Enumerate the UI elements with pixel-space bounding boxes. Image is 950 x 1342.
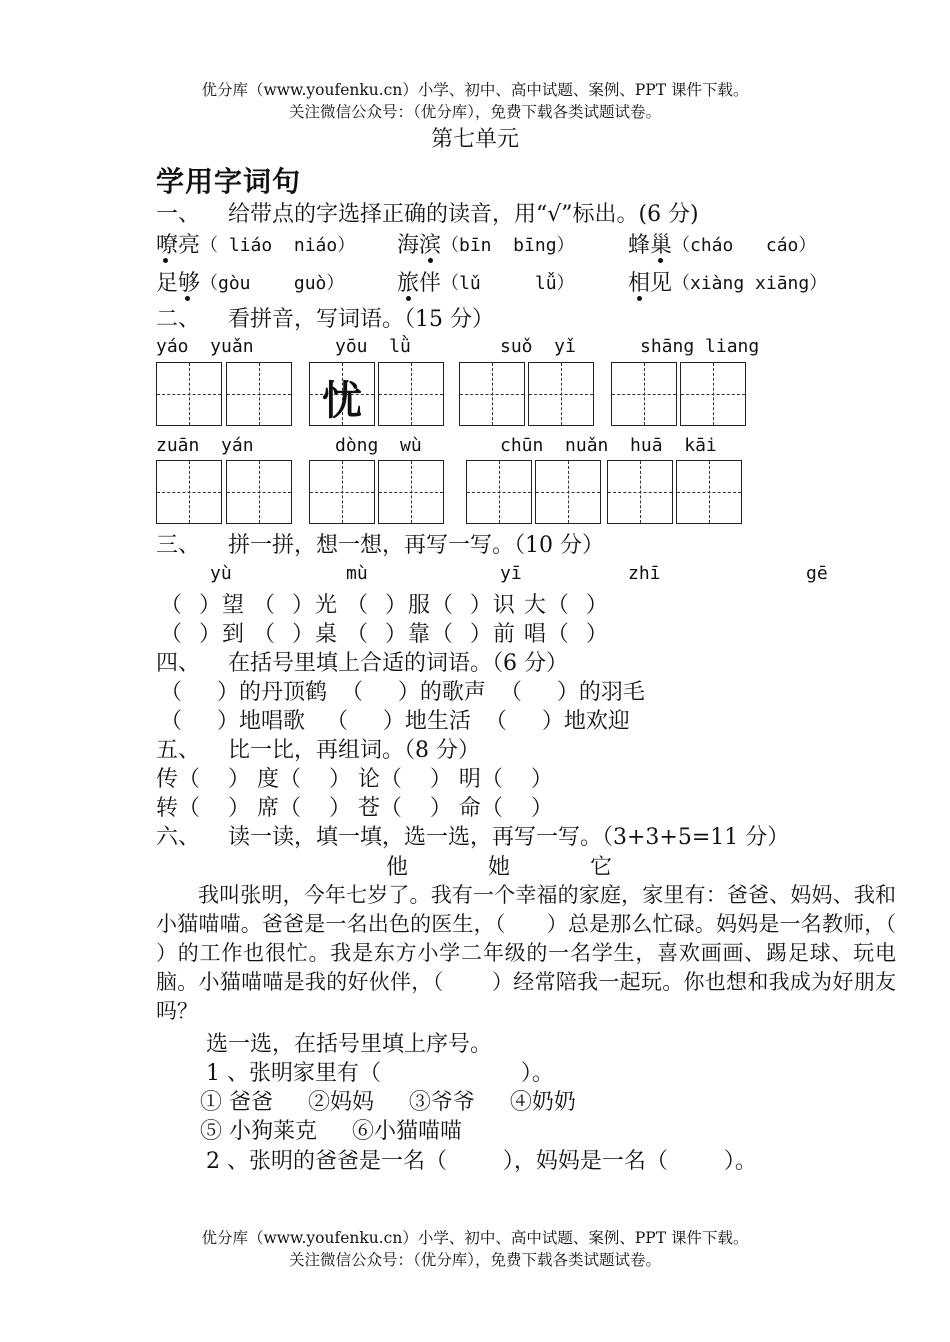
- q5-line-1[interactable]: 传（ ） 度（ ） 论（ ） 明（ ）: [156, 767, 553, 792]
- q5-line-2[interactable]: 转（ ） 席（ ） 苍（ ） 命（ ）: [156, 796, 553, 821]
- emphasis-dot: [428, 258, 433, 263]
- q6-sub-heading: 选一选，在括号里填上序号。: [206, 1032, 493, 1057]
- q6-options-row-1: ① 爸爸 ②妈妈 ③爷爷 ④奶奶: [200, 1090, 576, 1115]
- writing-box-filled[interactable]: [309, 362, 375, 426]
- emphasis-dot: [658, 258, 663, 263]
- writing-box[interactable]: [466, 460, 532, 524]
- writing-box[interactable]: [226, 460, 292, 524]
- emphasis-dot: [406, 296, 411, 301]
- footer-line-2: 关注微信公众号：（优分库），免费下载各类试题试卷。: [288, 1251, 661, 1269]
- writing-box[interactable]: [459, 362, 525, 426]
- q2-pinyin-7: chūn nuǎn huā kāi: [500, 435, 717, 456]
- pronoun-3: 它: [590, 855, 613, 880]
- emphasis-dot: [185, 296, 190, 301]
- q4-heading: 四、 在括号里填上合适的词语。（6 分）: [156, 651, 568, 676]
- filled-char: 忧: [322, 378, 362, 424]
- emphasis-dot: [637, 296, 642, 301]
- q1-row2-word-2: 旅伴: [397, 271, 442, 296]
- writing-box[interactable]: [226, 362, 292, 426]
- q1-row1-word-3: 蜂巢: [628, 233, 673, 258]
- q1-heading: 一、 给带点的字选择正确的读音，用“√”标出。(6 分): [156, 202, 699, 227]
- footer-line-1: 优分库（www.youfenku.cn）小学、初中、高中试题、案例、PPT 课件下载。: [201, 1229, 749, 1247]
- q2-pinyin-6: dòng wù: [335, 435, 422, 456]
- q4-line-2[interactable]: （ ）地唱歌 （ ）地生活 （ ）地欢迎: [160, 709, 630, 734]
- header-line-1: 优分库（www.youfenku.cn）小学、初中、高中试题、案例、PPT 课件下载。: [201, 81, 749, 99]
- q3-pinyin-5: gē: [806, 563, 828, 584]
- q6-question-2[interactable]: 2 、张明的爸爸是一名（ ），妈妈是一名（ ）。: [206, 1149, 757, 1174]
- writing-box[interactable]: [378, 362, 444, 426]
- q2-pinyin-4: shāng liang: [640, 336, 760, 357]
- writing-box[interactable]: [378, 460, 444, 524]
- emphasis-dot: [163, 258, 168, 263]
- q6-heading: 六、 读一读，填一填，选一选，再写一写。（3+3+5=11 分）: [156, 825, 790, 850]
- q1-row2-options-2[interactable]: （lǔ lǚ）: [441, 273, 575, 294]
- q3-pinyin-4: zhī: [628, 563, 661, 584]
- writing-box[interactable]: [680, 362, 746, 426]
- q2-pinyin-3: suǒ yǐ: [500, 336, 576, 357]
- q4-line-1[interactable]: （ ）的丹顶鹤 （ ）的歌声 （ ）的羽毛: [160, 680, 645, 705]
- writing-box[interactable]: [309, 460, 375, 524]
- writing-box[interactable]: [611, 362, 677, 426]
- q1-row2-options-3[interactable]: （xiàng xiāng）: [672, 273, 828, 294]
- q2-pinyin-1: yáo yuǎn: [156, 336, 254, 357]
- writing-box[interactable]: [676, 460, 742, 524]
- section-title: 学用字词句: [156, 165, 302, 198]
- q3-pinyin-2: mù: [346, 563, 368, 584]
- q2-heading: 二、 看拼音，写词语。（15 分）: [156, 307, 494, 332]
- q2-pinyin-2: yōu lǜ: [335, 336, 411, 357]
- q2-pinyin-5: zuān yán: [156, 435, 254, 456]
- q1-row1-options-1[interactable]: （ liáo niáo）: [200, 235, 356, 256]
- q1-row1-options-2[interactable]: （bīn bīng）: [441, 235, 575, 256]
- q1-row1-word-2: 海滨: [397, 233, 442, 258]
- q3-pinyin-3: yī: [500, 563, 522, 584]
- q6-question-1[interactable]: 1 、张明家里有（ ）。: [206, 1061, 554, 1086]
- writing-box[interactable]: [156, 460, 222, 524]
- q1-row2-word-3: 相见: [628, 271, 673, 296]
- writing-box[interactable]: [156, 362, 222, 426]
- q1-row2-options-1[interactable]: （gòu guò）: [200, 273, 345, 294]
- writing-box[interactable]: [607, 460, 673, 524]
- q3-pinyin-1: yù: [210, 563, 232, 584]
- writing-box[interactable]: [528, 362, 594, 426]
- q3-line-2[interactable]: （ ）到 （ ）桌 （ ）靠（ ）前 唱（ ）: [160, 622, 609, 647]
- q1-row1-word-1: 嘹亮: [156, 233, 201, 258]
- pronoun-2: 她: [488, 855, 511, 880]
- header-line-2: 关注微信公众号：（优分库），免费下载各类试题试卷。: [288, 103, 661, 121]
- q1-row1-options-3[interactable]: （cháo cáo）: [672, 235, 817, 256]
- q1-row2-word-1: 足够: [156, 271, 201, 296]
- q5-heading: 五、 比一比，再组词。（8 分）: [156, 738, 480, 763]
- writing-box[interactable]: [535, 460, 601, 524]
- q6-options-row-2: ⑤ 小狗莱克 ⑥小猫喵喵: [200, 1119, 462, 1144]
- pronoun-1: 他: [386, 855, 409, 880]
- q3-heading: 三、 拼一拼，想一想，再写一写。（10 分）: [156, 533, 604, 558]
- unit-title: 第七单元: [430, 127, 519, 152]
- q3-line-1[interactable]: （ ）望 （ ）光 （ ）服（ ）识 大（ ）: [160, 593, 609, 618]
- reading-passage: 我叫张明，今年七岁了。我有一个幸福的家庭，家里有：爸爸、妈妈、我和小猫喵喵。爸爸是一名出色的医生，（ ）总是那么忙碌。妈妈是一名教师，（ ）的工作也很忙。我是东方小学二年级的一名学生，喜欢画画、踢足球、玩电脑。小猫喵喵是我的好伙伴，（ ）经常陪我一起玩。你也想和我成为好朋友吗？: [156, 883, 943, 1023]
